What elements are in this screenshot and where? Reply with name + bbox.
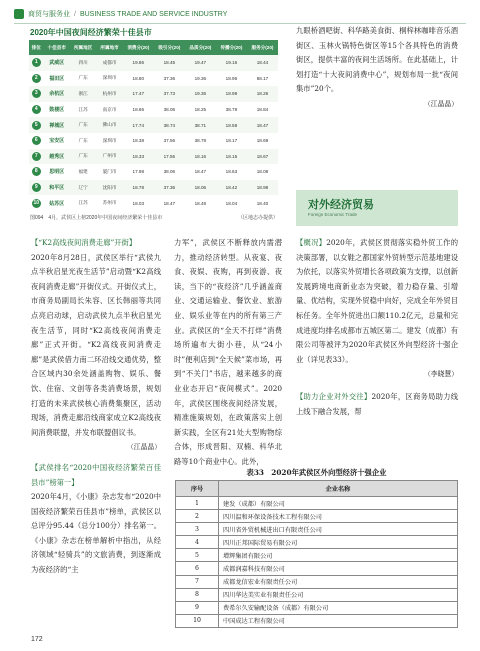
right-top-paragraph: 九眼桥酒吧街、科华路美食街、桐梓林咖啡音乐酒街区、玉林火锅特色街区等15个各具特色的消费街区，提供丰富的夜间生活场所。在此基础上，计划打造“十大夜间消费中心”，规划布局一批“夜间集市”20个。: [296, 26, 458, 94]
k2-article-title: 【“K2高线夜间消费走廊”开街】: [31, 238, 137, 247]
top10-cell: 18.03: [123, 195, 154, 211]
figure-credit: （区地志办提供）: [237, 215, 278, 221]
header-separator: /: [74, 10, 76, 18]
figure-caption: [30, 214, 278, 221]
top10-header-cell: 所属地区: [70, 40, 96, 55]
rank-number: 8: [32, 167, 41, 176]
top10-cell: 19.16: [216, 55, 247, 71]
top10-row: [29, 102, 278, 118]
table33-index: 10: [176, 614, 219, 627]
figure-caption-text: 图094 4月，武侯区上榜2020年中国夜间经济繁荣十佳县市: [30, 215, 163, 221]
rank-badge: [29, 149, 44, 165]
assist-title: 【助力企业对外交往】: [296, 391, 372, 401]
rank-number: 10: [33, 199, 40, 206]
top10-cell: 武威区: [44, 55, 70, 71]
top10-cell: 18.98: [216, 86, 247, 102]
table33-row: [176, 523, 458, 536]
top10-cell: 福田区: [44, 71, 70, 87]
top10-cell: 18.58: [216, 117, 247, 133]
top10-cell: 18.08: [247, 164, 278, 180]
top10-cell: 38.74: [154, 117, 185, 133]
rank-badge: [29, 164, 44, 180]
figure-title: 2020年中国夜间经济繁荣十佳县市: [30, 28, 152, 37]
top10-cell: 深圳市: [96, 133, 122, 149]
table33-company: 增辉集团有限公司: [219, 549, 458, 562]
top10-header-cell: 吸引分(20): [154, 40, 185, 55]
top10-cell: 18.15: [216, 149, 247, 165]
top10-row: [29, 71, 278, 87]
top10-cell: 37.73: [154, 86, 185, 102]
table33: [175, 480, 458, 628]
top10-row: [29, 149, 278, 165]
assist-paragraph: [296, 390, 458, 419]
ranking-article-continued: 力军”，武侯区不断释放内需潜力，推动经济转型。从夜宴、夜食、夜娱、夜购，再到夜游、夜读，当下的“夜经济”几乎涵盖商业、交通运输业、餐饮业、旅游业、娱乐业等在内的所有第三产业。武侯区的“全天不打烊”消费场所遍布大街小巷，从“24小时”便利店到“全天候”菜市场，再到“不关门”书店，越来越多的商业业态开启“夜间模式”。2020年，武侯区围绕夜间经济发展，精准施策规划，在政策落实上创新实践，全区有21处大型购物综合体，形成晋阳、双楠、科华北路等10个商业中心。此外，: [174, 238, 282, 466]
rank-badge: [29, 133, 44, 149]
table33-company: 成都润嘉科技有限公司: [219, 562, 458, 575]
middle-column: [174, 236, 282, 470]
rank-number: 6: [32, 136, 41, 145]
top10-cell: 38.78: [216, 102, 247, 118]
top10-cell: 姑苏区: [44, 195, 70, 211]
rank-badge: [29, 102, 44, 118]
top10-header-cell: 服务分(20): [247, 40, 278, 55]
top10-cell: 18.48: [185, 195, 216, 211]
top10-row: [29, 133, 278, 149]
top10-cell: 18.67: [247, 149, 278, 165]
overview-author: （李晓慧）: [424, 370, 458, 379]
rank-badge: [29, 180, 44, 196]
top10-table: [29, 40, 278, 211]
top10-cell: 18.63: [216, 164, 247, 180]
top10-cell: 佛山市: [96, 117, 122, 133]
table33-index: 2: [176, 510, 219, 523]
top10-cell: 江苏: [70, 195, 96, 211]
rank-number: 2: [32, 74, 41, 83]
top10-cell: 17.98: [123, 164, 154, 180]
top10-cell: 17.47: [123, 86, 154, 102]
top10-cell: 38.78: [185, 133, 216, 149]
top10-cell: 18.44: [247, 55, 278, 71]
overview-column: [296, 236, 458, 419]
table33-index: 1: [176, 497, 219, 510]
top10-cell: 18.47: [185, 164, 216, 180]
top10-header-cell: 消费分(20): [123, 40, 154, 55]
top10-cell: 厦门市: [96, 164, 122, 180]
top10-cell: 禅城区: [44, 117, 70, 133]
rank-badge: [29, 71, 44, 87]
rank-number: 3: [32, 89, 41, 98]
top10-cell: 成都市: [96, 55, 122, 71]
top10-cell: 越秀区: [44, 149, 70, 165]
top10-cell: 广东: [70, 117, 96, 133]
top10-cell: 18.25: [185, 102, 216, 118]
table33-row: [176, 575, 458, 588]
top10-cell: 18.17: [216, 133, 247, 149]
rank-badge: [29, 117, 44, 133]
top10-row: [29, 86, 278, 102]
top10-cell: 18.45: [154, 55, 185, 71]
top10-cell: 18.66: [123, 102, 154, 118]
top10-cell: 38.71: [185, 117, 216, 133]
top10-cell: 18.26: [247, 86, 278, 102]
top10-cell: 江苏: [70, 102, 96, 118]
top10-cell: 深圳市: [96, 71, 122, 87]
k2-article-body: 2020年8月28日，武侯区举行“武侯九点半秋启星光夜生活节”启动暨“K2高线夜间消费走廊”开街仪式。开街仪式上，市商务局副局长朱容、区长韩丽等共同点亮启动球，启动武侯九点半秋启星光夜生活节，同时“K2高线夜间消费走廊”正式开街。“K2高线夜间消费走廊”是武侯借力南二环沿线交通优势，整合区域内30余处涵盖购物、娱乐、餐饮、住宿、文创等各类消费场景，规划打造的未来武侯核心消费集聚区，活动现场，消费走廊沿线商家成立K2高线夜间消费联盟，并发布联盟倡议书。: [31, 252, 161, 437]
top10-cell: 19.47: [185, 55, 216, 71]
top10-cell: 18.38: [123, 133, 154, 149]
table33-row: [176, 562, 458, 575]
ranking-article-title: 【武侯排名“2020中国夜经济繁荣百佳县市”榜第一】: [31, 462, 161, 487]
top10-row: [29, 195, 278, 211]
rank-number: 1: [32, 58, 41, 67]
right-top-text: [296, 24, 458, 112]
top10-cell: 37.56: [154, 133, 185, 149]
top10-cell: 宝安区: [44, 133, 70, 149]
table33-index: 5: [176, 549, 219, 562]
table33-index: 9: [176, 601, 219, 614]
assist-body: 2020年，区商务局助力线上线下融合发展，帮: [296, 391, 458, 416]
rank-number: 9: [32, 183, 41, 192]
leaf-icon: [14, 9, 24, 19]
top10-cell: 福建: [70, 164, 96, 180]
left-column: [31, 236, 161, 578]
section-heading-title: 对外经济贸易: [308, 198, 374, 211]
section-heading-box: [296, 190, 458, 226]
top10-cell: 37.36: [154, 71, 185, 87]
top10-cell: 38.06: [154, 164, 185, 180]
overview-body: 2020年，武侯区贯彻落实稳外贸工作的决策部署，以女鞋之都国家外贸转型示范基地建设为依托，以落实外贸增长各项政策为支撑，以创新发展跨境电商新业态为突破，着力稳存量、引增量、优结构，实现外贸稳中向好，完成全年外贸目标任务。全年外贸进出口额110.2亿元，总量和完成进度均排名成都市五城区第二。建发（成都）有限公司等被评为2020年武侯区外向型经济十强企业（详见表33）。: [296, 238, 458, 364]
rank-number: 5: [32, 121, 41, 130]
table33-company: 四川正邦国际贸易有限公司: [219, 536, 458, 549]
top10-header-cell: 品质分(20): [185, 40, 216, 55]
right-top-author: （江晶晶）: [424, 99, 458, 108]
top10-cell: 广州市: [96, 149, 122, 165]
top10-cell: 浙江: [70, 86, 96, 102]
top10-cell: 18.47: [247, 117, 278, 133]
top10-header-cell: 排位: [29, 40, 44, 55]
header-section: 商贸与服务业: [28, 11, 70, 18]
top10-cell: 17.74: [123, 117, 154, 133]
top10-cell: 18.40: [247, 195, 278, 211]
top10-cell: 18.96: [216, 71, 247, 87]
running-header: [14, 6, 227, 22]
top10-row: [29, 55, 278, 71]
top10-cell: 苏州市: [96, 195, 122, 211]
table33-row: [176, 549, 458, 562]
table33-row: [176, 510, 458, 523]
page-number: 172: [31, 636, 43, 643]
table33-index: 8: [176, 588, 219, 601]
top10-header-cell: 十佳县市: [44, 40, 70, 55]
table33-row: [176, 601, 458, 614]
top10-cell: 辽宁: [70, 180, 96, 196]
top10-cell: 鼓楼区: [44, 102, 70, 118]
top10-cell: 广东: [70, 71, 96, 87]
section-heading-subtitle: Foreign Economic Trade: [308, 212, 358, 217]
table33-row: [176, 588, 458, 601]
top10-cell: 18.84: [247, 102, 278, 118]
top10-cell: 广东: [70, 133, 96, 149]
k2-article-author: （江晶晶）: [127, 443, 161, 452]
rank-badge: [29, 195, 44, 211]
rank-badge: [29, 55, 44, 71]
overview-title: 【概况】: [296, 238, 327, 247]
table33-company: 四川华达美实业有限责任公司: [219, 588, 458, 601]
top10-cell: 杭州市: [96, 86, 122, 102]
top10-cell: 18.47: [154, 195, 185, 211]
top10-cell: 19.36: [185, 71, 216, 87]
top10-cell: 和平区: [44, 180, 70, 196]
top10-cell: 18.06: [185, 180, 216, 196]
top10-cell: 17.55: [154, 149, 185, 165]
header-section-en: BUSINESS TRADE AND SERVICE INDUSTRY: [79, 10, 228, 18]
ranking-article-body: 2020年4月，《小康》杂志发布“2020中国夜经济繁荣百佳县市”榜单，武侯区以总评分95.44（总分100分）排名第一。《小康》杂志在榜单解析中指出，从经济领域“轻骑兵”的文旅消费，到逐渐成为夜经济的“主: [31, 492, 161, 575]
top10-cell: 广东: [70, 149, 96, 165]
top10-row: [29, 164, 278, 180]
table33-row: [176, 614, 458, 627]
top10-cell: 88.17: [247, 71, 278, 87]
table33-header-cell: 序号: [176, 481, 219, 497]
table33-company: 成都龙信宏业有限责任公司: [219, 575, 458, 588]
table33-company: 建发（成都）有限公司: [219, 497, 458, 510]
top10-cell: 18.78: [123, 180, 154, 196]
rank-badge: [29, 86, 44, 102]
top10-row: [29, 117, 278, 133]
table33-row: [176, 497, 458, 510]
table33-company: 四川省外贸机械进出口有限责任公司: [219, 523, 458, 536]
top10-cell: 38.06: [154, 102, 185, 118]
table33-index: 4: [176, 536, 219, 549]
table33-row: [176, 536, 458, 549]
top10-cell: 四川: [70, 55, 96, 71]
table33-header-cell: 企业名称: [219, 481, 458, 497]
top10-cell: 19.36: [185, 86, 216, 102]
rank-number: 7: [32, 152, 41, 161]
top10-cell: 19.86: [123, 55, 154, 71]
top10-cell: 思明区: [44, 164, 70, 180]
top10-row: [29, 180, 278, 196]
table33-index: 3: [176, 523, 219, 536]
top10-cell: 南京市: [96, 102, 122, 118]
table33-company: 费希尔久安输配设备（成都）有限公司: [219, 601, 458, 614]
top10-cell: 18.98: [247, 180, 278, 196]
table33-index: 6: [176, 562, 219, 575]
top10-cell: 37.36: [154, 180, 185, 196]
top10-cell: 18.80: [123, 71, 154, 87]
top10-cell: 余杭区: [44, 86, 70, 102]
top10-cell: 18.69: [247, 133, 278, 149]
table33-index: 7: [176, 575, 219, 588]
top10-header-cell: 所属地市: [96, 40, 122, 55]
table33-company: 四川温和环保设备技术工程有限公司: [219, 510, 458, 523]
top10-cell: 沈阳市: [96, 180, 122, 196]
table33-title: 表33 2020年武侯区外向型经济十强企业: [246, 468, 387, 477]
rank-number: 4: [32, 105, 41, 114]
top10-cell: 18.04: [216, 195, 247, 211]
top10-cell: 18.42: [216, 180, 247, 196]
top10-header-cell: 传播分(20): [216, 40, 247, 55]
top10-cell: 18.16: [185, 149, 216, 165]
top10-cell: 18.33: [123, 149, 154, 165]
table33-company: 中国成达工程有限公司: [219, 614, 458, 627]
